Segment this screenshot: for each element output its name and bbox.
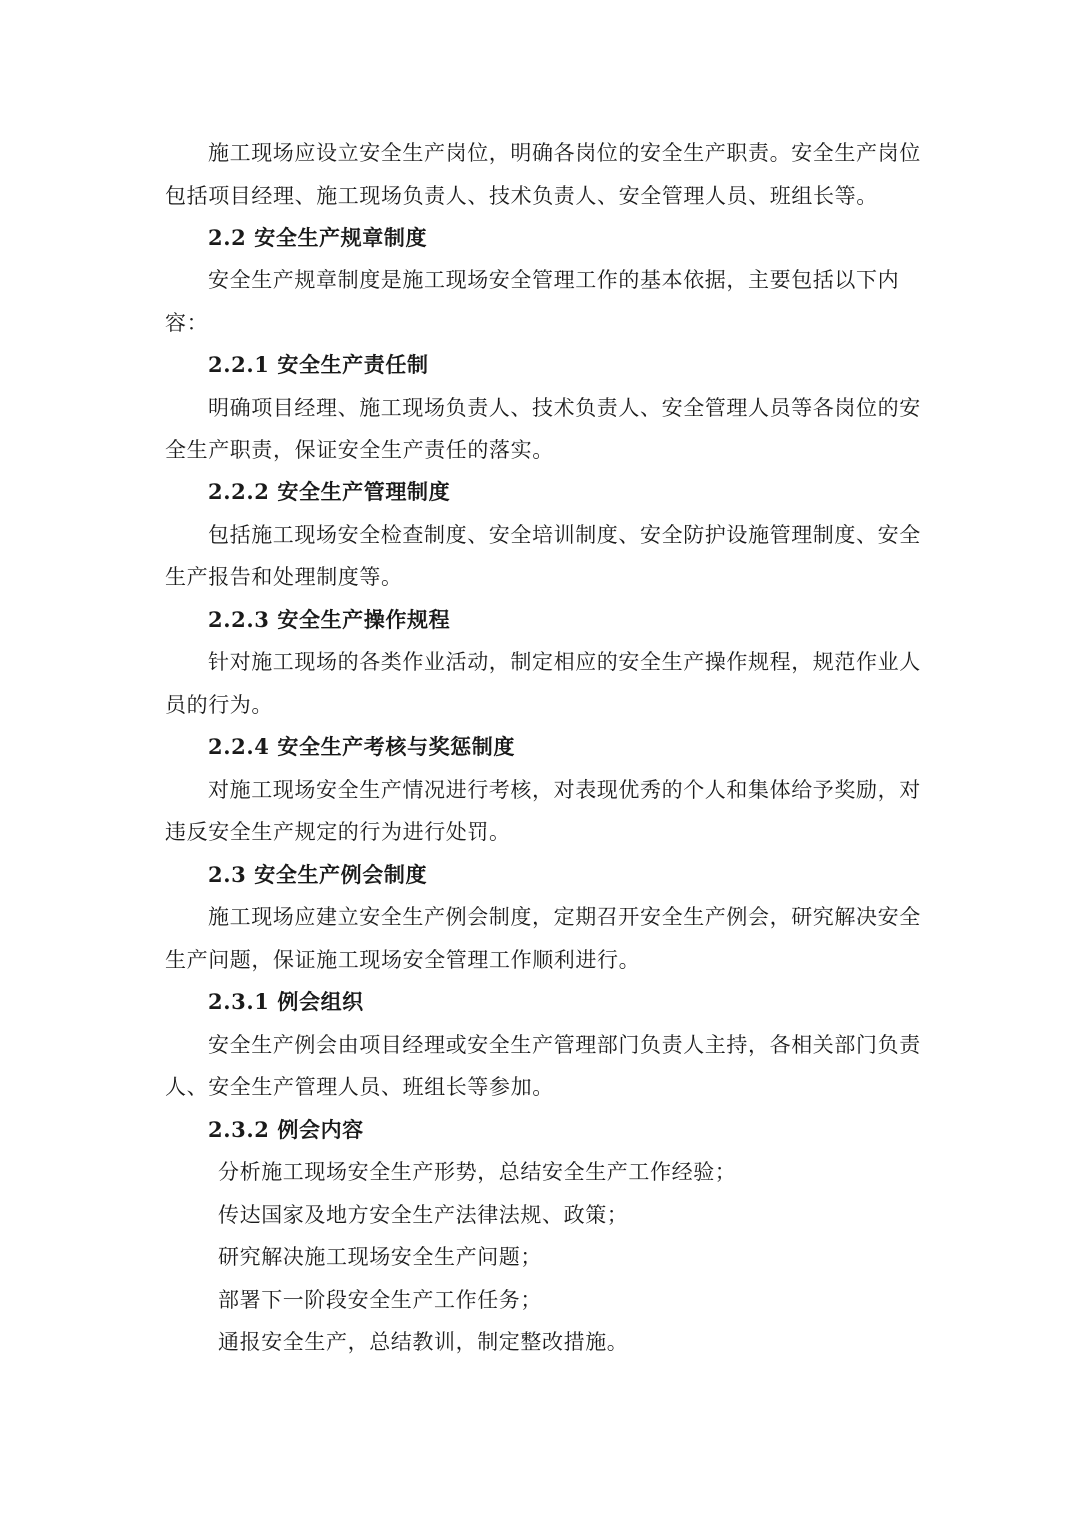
paragraph-line: 安全生产规章制度是施工现场安全管理工作的基本依据，主要包括以下内 — [208, 268, 900, 292]
paragraph-line: 对施工现场安全生产情况进行考核，对表现优秀的个人和集体给予奖励，对 — [208, 778, 921, 802]
section-heading: 2.3.2 例会内容 — [208, 1117, 364, 1142]
section-heading: 2.3.1 例会组织 — [208, 989, 364, 1014]
paragraph-line: 人、安全生产管理人员、班组长等参加。 — [165, 1075, 554, 1099]
paragraph-line: 针对施工现场的各类作业活动，制定相应的安全生产操作规程，规范作业人 — [208, 650, 921, 674]
list-item: 传达国家及地方安全生产法律法规、政策； — [218, 1203, 629, 1227]
paragraph-line: 安全生产例会由项目经理或安全生产管理部门负责人主持，各相关部门负责 — [208, 1033, 921, 1057]
paragraph-line: 施工现场应设立安全生产岗位，明确各岗位的安全生产职责。安全生产岗位 — [208, 141, 921, 165]
section-heading: 2.2.2 安全生产管理制度 — [208, 479, 451, 504]
paragraph-line: 生产报告和处理制度等。 — [165, 565, 403, 589]
section-heading: 2.2.1 安全生产责任制 — [208, 352, 429, 377]
paragraph-line: 全生产职责，保证安全生产责任的落实。 — [165, 438, 554, 462]
list-item: 部署下一阶段安全生产工作任务； — [218, 1288, 542, 1312]
list-item: 通报安全生产，总结教训，制定整改措施。 — [218, 1330, 629, 1354]
section-heading: 2.3 安全生产例会制度 — [208, 862, 428, 887]
paragraph-line: 员的行为。 — [165, 693, 273, 717]
paragraph-line: 包括施工现场安全检查制度、安全培训制度、安全防护设施管理制度、安全 — [208, 523, 921, 547]
paragraph-line: 容： — [165, 311, 209, 335]
list-item: 研究解决施工现场安全生产问题； — [218, 1245, 542, 1269]
list-item: 分析施工现场安全生产形势，总结安全生产工作经验； — [218, 1160, 737, 1184]
paragraph-line: 明确项目经理、施工现场负责人、技术负责人、安全管理人员等各岗位的安 — [208, 396, 921, 420]
section-heading: 2.2 安全生产规章制度 — [208, 225, 428, 250]
section-heading: 2.2.3 安全生产操作规程 — [208, 607, 451, 632]
paragraph-line: 施工现场应建立安全生产例会制度，定期召开安全生产例会，研究解决安全 — [208, 905, 921, 929]
paragraph-line: 包括项目经理、施工现场负责人、技术负责人、安全管理人员、班组长等。 — [165, 184, 878, 208]
section-heading: 2.2.4 安全生产考核与奖惩制度 — [208, 734, 515, 759]
paragraph-line: 违反安全生产规定的行为进行处罚。 — [165, 820, 511, 844]
paragraph-line: 生产问题，保证施工现场安全管理工作顺利进行。 — [165, 948, 641, 972]
